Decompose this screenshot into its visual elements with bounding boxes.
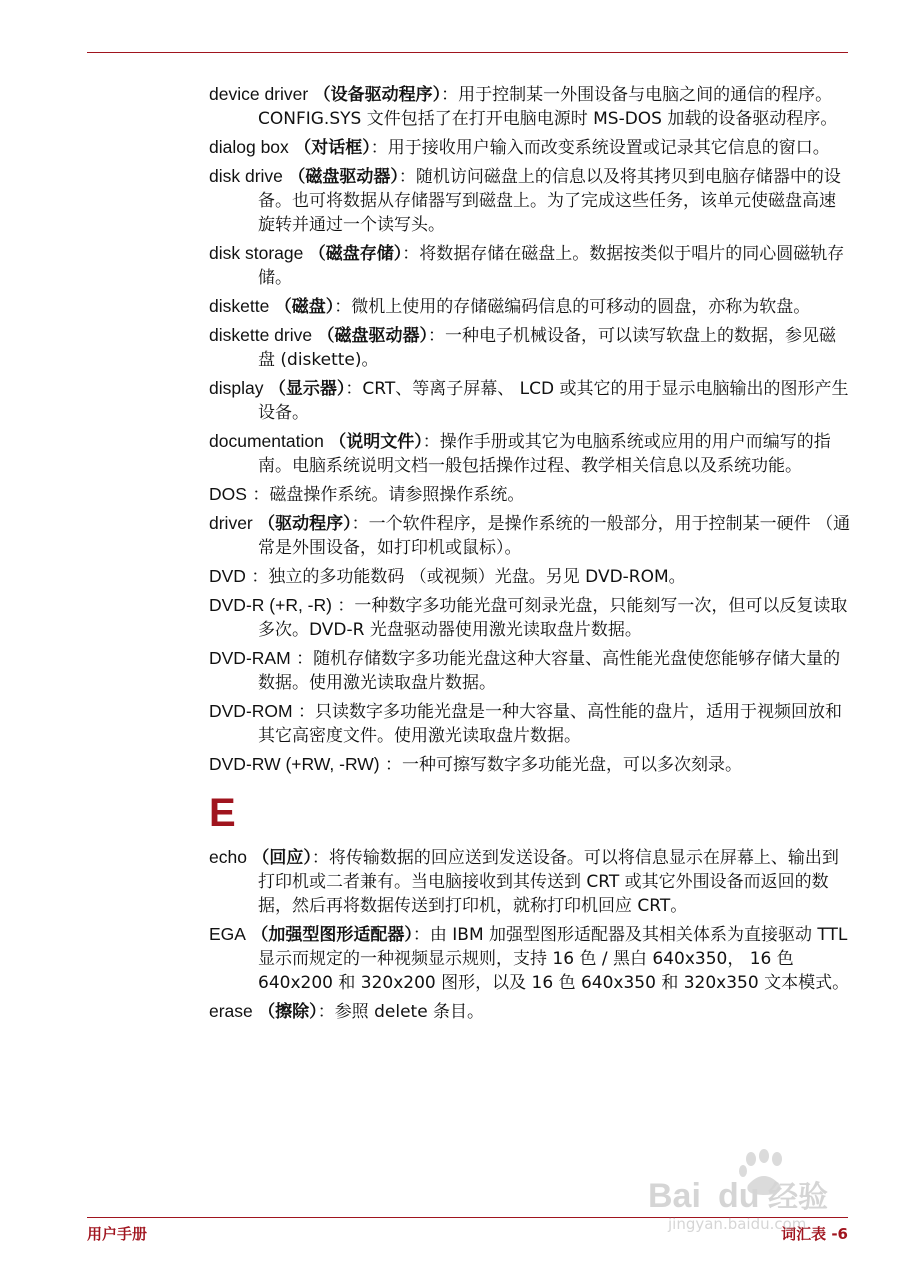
entry-chinese-term: （磁盘存储） [308, 244, 403, 264]
entry-chinese-term: （驱动程序） [258, 514, 352, 534]
entry-term: disk storage [209, 243, 304, 263]
glossary-entry [209, 922, 852, 995]
glossary-entry [209, 511, 852, 560]
entry-definition: 由 IBM 加强型图形适配器及其相关体系为直接驱动 TTL 显示而规定的一种视频显示规则，支持 16 色 / 黑白 640x350， 16 色 640x200 和 320x200 图形，以及 16 色 640x350 和 320x350 文本模式。 [258, 925, 850, 993]
entry-separator: ： [402, 244, 420, 264]
entry-chinese-term: （说明文件） [329, 432, 423, 452]
entry-term: dialog box [209, 137, 289, 157]
entry-term: DOS [209, 484, 247, 504]
entry-definition: 操作手册或其它为电脑系统或应用的用户而编写的指南。电脑系统说明文档一般包括操作过程、教学相关信息以及系统功能。 [258, 432, 831, 476]
footer-manual-title: 用户手册 [87, 1225, 148, 1243]
glossary-entry [209, 82, 852, 131]
entry-term: DVD-RW (+RW, -RW) [209, 754, 380, 774]
glossary-entry [209, 241, 852, 290]
entry-term: DVD [209, 566, 246, 586]
entry-separator: ： [311, 848, 329, 868]
entry-term: DVD-RAM [209, 648, 291, 668]
entry-separator: ： [398, 167, 416, 187]
entry-separator: ： [351, 514, 369, 534]
footer-page-number: 词汇表 -6 [781, 1225, 848, 1243]
entry-chinese-term: （磁盘） [274, 297, 335, 317]
entry-separator: ： [428, 326, 446, 346]
entry-separator: ： [385, 755, 403, 775]
glossary-content [209, 82, 852, 1028]
entry-term: diskette drive [209, 325, 313, 345]
glossary-entry [209, 646, 852, 695]
glossary-entry [209, 752, 852, 777]
entry-term: documentation [209, 431, 324, 451]
entry-separator: ： [298, 702, 316, 722]
glossary-list-e [209, 845, 852, 1024]
entry-separator: ： [345, 379, 363, 399]
entry-definition: CRT、等离子屏幕、 LCD 或其它的用于显示电脑输出的图形产生设备。 [258, 379, 849, 423]
entry-separator: ： [296, 649, 314, 669]
glossary-entry [209, 482, 852, 507]
entry-definition: 磁盘操作系统。请参照操作系统。 [269, 485, 525, 505]
entry-separator: ： [251, 567, 269, 587]
entry-chinese-term: （磁盘驱动器） [288, 167, 399, 187]
entry-separator: ： [334, 297, 352, 317]
glossary-list-d [209, 82, 852, 777]
entry-definition: 将数据存储在磁盘上。数据按类似于唱片的同心圆磁轨存储。 [258, 244, 845, 288]
watermark-brand-cn: 经验 [768, 1180, 828, 1215]
glossary-entry [209, 699, 852, 748]
entry-term: device driver [209, 84, 309, 104]
entry-definition: 随机访问磁盘上的信息以及将其拷贝到电脑存储器中的设备。也可将数据从存储器写到磁盘上。为了完成这些任务，该单元使磁盘高速旋转并通过一个读写头。 [258, 167, 841, 235]
entry-chinese-term: （加强型图形适配器） [251, 925, 413, 945]
glossary-entry [209, 593, 852, 642]
glossary-entry [209, 845, 852, 918]
entry-separator: ： [337, 596, 355, 616]
entry-term: erase [209, 1001, 253, 1021]
glossary-entry [209, 294, 852, 319]
watermark-brand-2: du [718, 1177, 760, 1215]
entry-term: DVD-ROM [209, 701, 293, 721]
entry-separator: ： [422, 432, 440, 452]
glossary-entry [209, 376, 852, 425]
entry-chinese-term: （设备驱动程序） [313, 85, 442, 105]
entry-definition: 只读数字多功能光盘是一种大容量、高性能的盘片，适用于视频回放和其它高密度文件。使用激光读取盘片数据。 [258, 702, 843, 746]
entry-definition: 一个软件程序，是操作系统的一般部分，用于控制某一硬件 （通常是外围设备，如打印机或鼠标）。 [258, 514, 851, 558]
entry-definition: 一种可擦写数字多功能光盘，可以多次刻录。 [402, 755, 743, 775]
entry-chinese-term: （擦除） [258, 1002, 318, 1022]
entry-chinese-term: （对话框） [294, 138, 371, 158]
entry-term: DVD-R (+R, -R) [209, 595, 332, 615]
entry-definition: 独立的多功能数码 （或视频）光盘。另见 DVD-ROM。 [268, 567, 686, 587]
entry-definition: 参照 delete 条目。 [334, 1002, 485, 1022]
entry-term: display [209, 378, 264, 398]
entry-separator: ： [317, 1002, 335, 1022]
entry-term: disk drive [209, 166, 283, 186]
watermark-brand: Bai [648, 1177, 701, 1215]
header-rule [87, 52, 848, 53]
glossary-entry [209, 429, 852, 478]
entry-term: diskette [209, 296, 270, 316]
entry-chinese-term: （回应） [252, 848, 312, 868]
entry-definition: 用于接收用户输入而改变系统设置或记录其它信息的窗口。 [387, 138, 830, 158]
entry-term: EGA [209, 924, 246, 944]
entry-separator: ： [370, 138, 388, 158]
entry-definition: 将传输数据的回应送到发送设备。可以将信息显示在屏幕上、输出到打印机或二者兼有。当电脑接收到其传送到 CRT 或其它外围设备而返回的数据，然后再将数据传送到打印机，就称打印机回应 CRT。 [258, 848, 839, 916]
entry-separator: ： [252, 485, 270, 505]
glossary-entry [209, 564, 852, 589]
entry-definition: 一种数字多功能光盘可刻录光盘，只能刻写一次，但可以反复读取多次。DVD-R 光盘驱动器使用激光读取盘片数据。 [258, 596, 848, 640]
entry-definition: 一种电子机械设备，可以读写软盘上的数据，参见磁盘 (diskette)。 [258, 326, 837, 370]
entry-separator: ： [441, 85, 459, 105]
watermark-url: jingyan.baidu.com [668, 1215, 807, 1233]
glossary-entry [209, 323, 852, 372]
glossary-entry [209, 164, 852, 237]
section-letter: E [209, 791, 236, 835]
entry-chinese-term: （显示器） [268, 379, 346, 399]
glossary-entry [209, 135, 852, 160]
baidu-jingyan-watermark [646, 1149, 846, 1234]
entry-separator: ： [412, 925, 430, 945]
entry-definition: 用于控制某一外围设备与电脑之间的通信的程序。CONFIG.SYS 文件包括了在打开电脑电源时 MS-DOS 加载的设备驱动程序。 [258, 85, 838, 129]
entry-term: driver [209, 513, 253, 533]
entry-chinese-term: （磁盘驱动器） [317, 326, 429, 346]
glossary-entry [209, 999, 852, 1024]
entry-term: echo [209, 847, 247, 867]
entry-definition: 随机存储数字多功能光盘这种大容量、高性能光盘使您能够存储大量的数据。使用激光读取盘片数据。 [258, 649, 841, 693]
entry-definition: 微机上使用的存储磁编码信息的可移动的圆盘，亦称为软盘。 [351, 297, 811, 317]
